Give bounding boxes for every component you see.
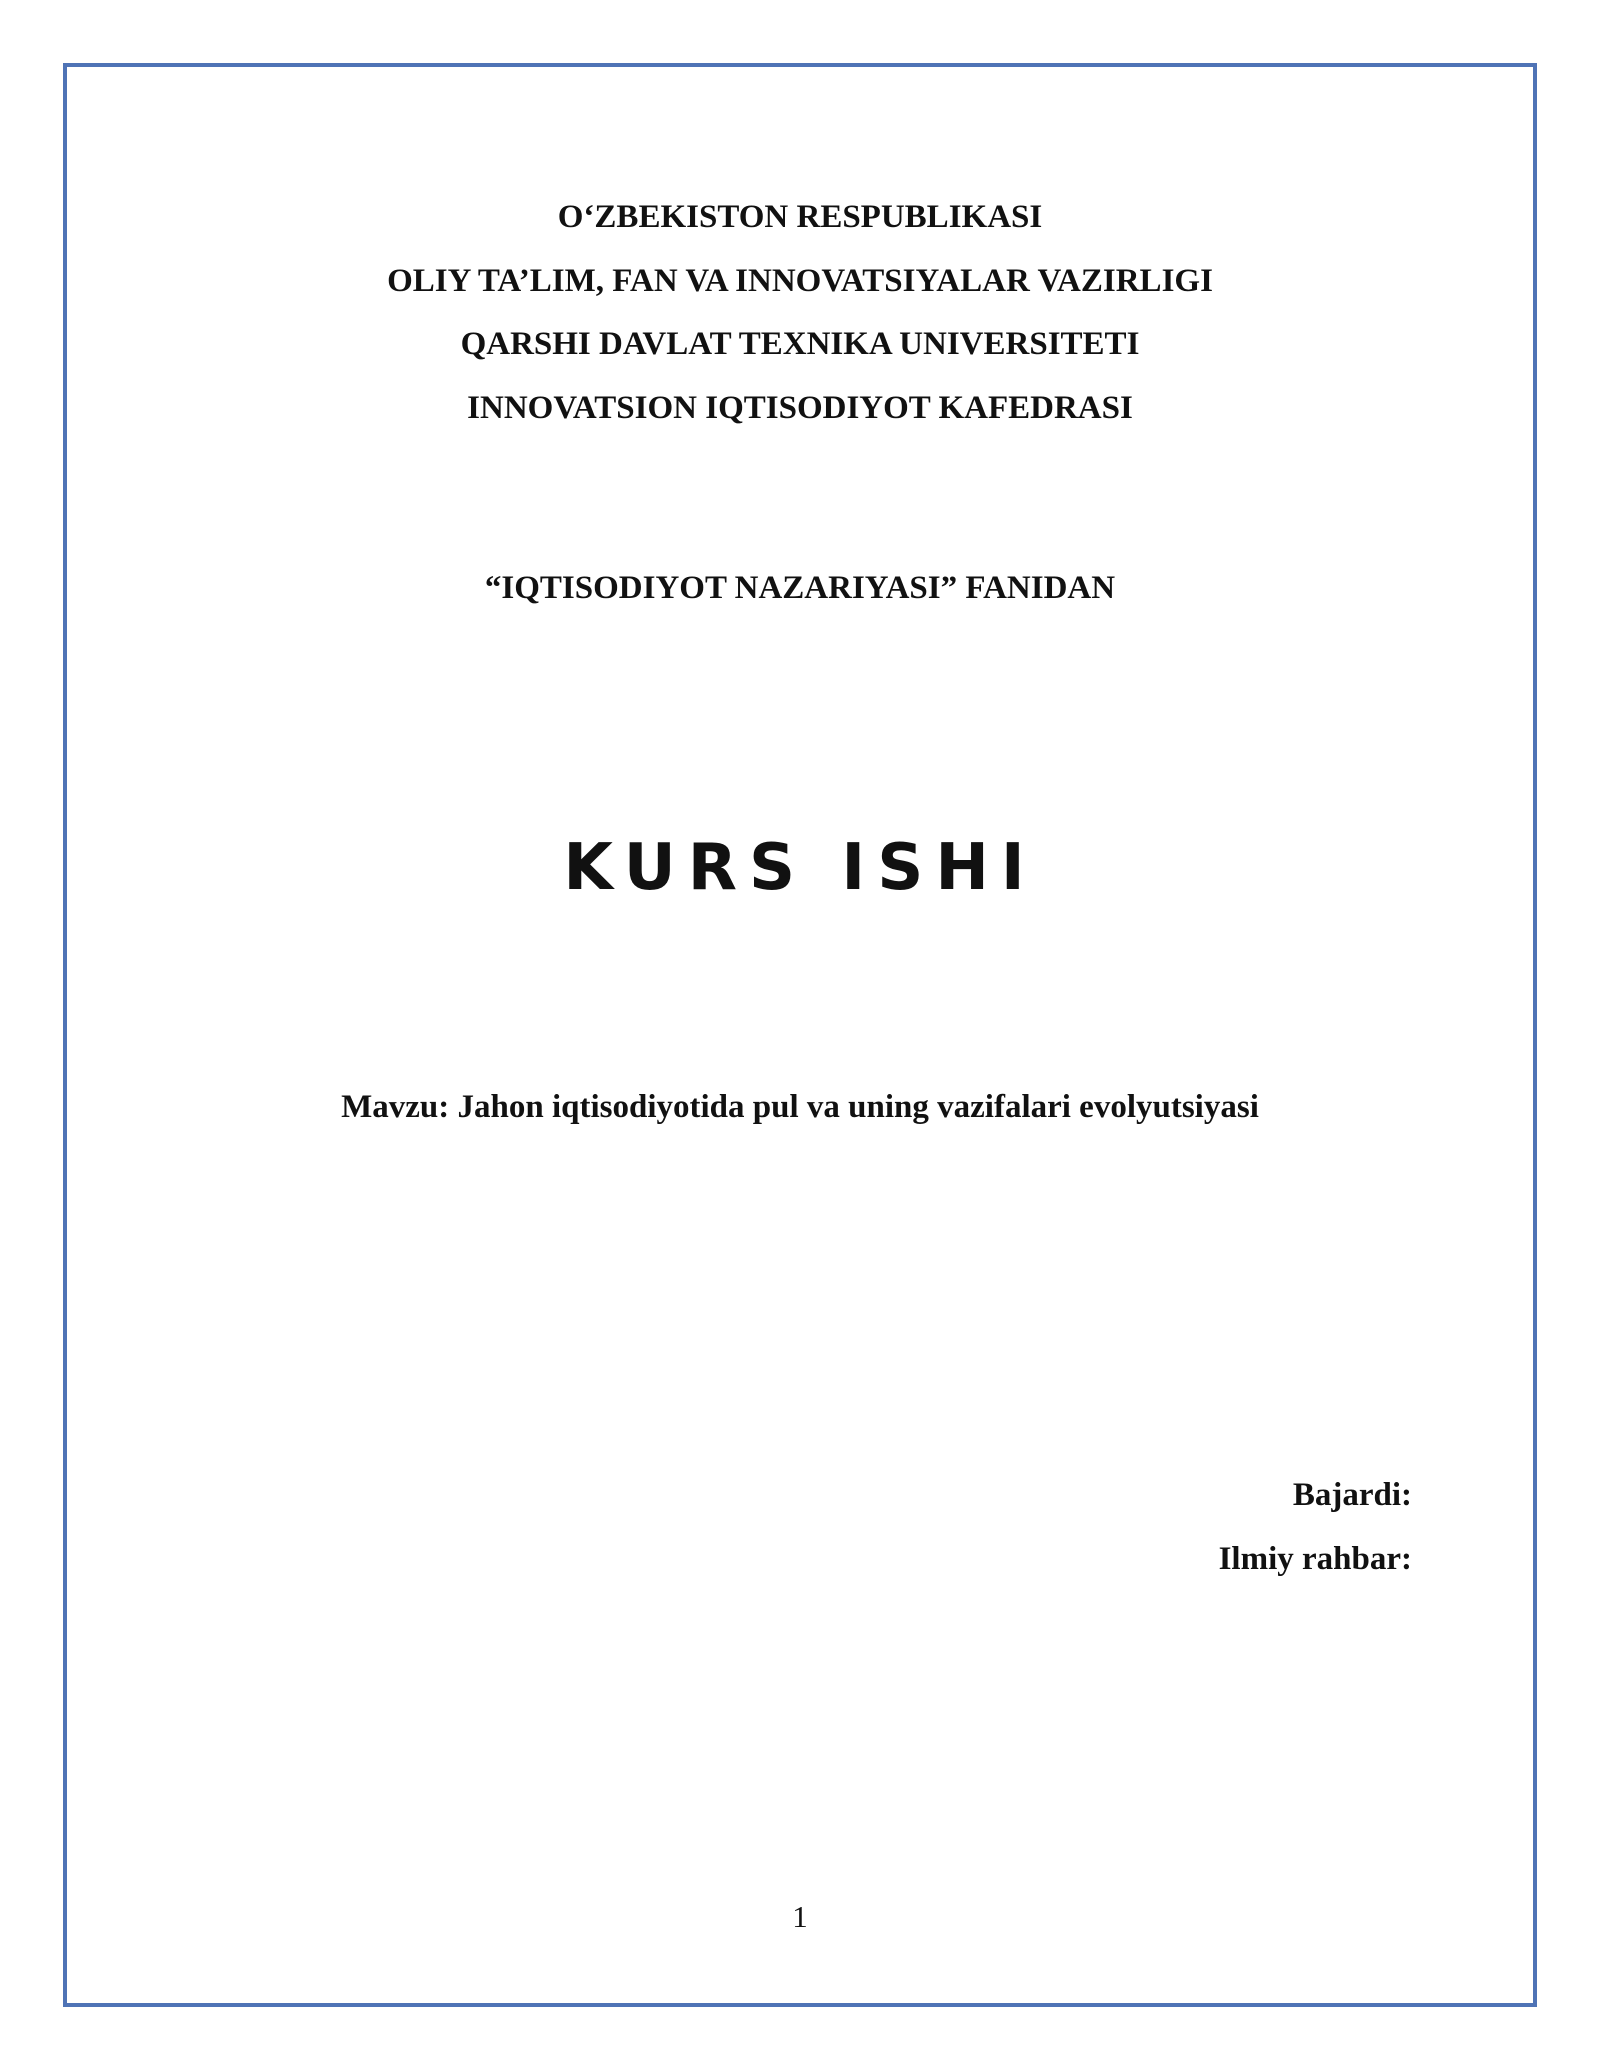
country-line: O‘ZBEKISTON RESPUBLIKASI (557, 199, 1043, 235)
document-type-title: KURS ISHI (563, 831, 1037, 905)
ministry-line: OLIY TA’LIM, FAN VA INNOVATSIYALAR VAZIRLIGI (387, 262, 1213, 299)
university-line: QARSHI DAVLAT TEXNIKA UNIVERSITETI (460, 326, 1140, 362)
subject-title: “IQTISODIYOT NAZARIYASI” FANIDAN (484, 570, 1116, 606)
institution-header (0, 186, 1600, 440)
topic-line: Mavzu: Jahon iqtisodiyotida pul va uning vazifalari evolyutsiyasi (341, 1089, 1259, 1125)
performed-by-label: Bajardi: (1292, 1477, 1412, 1513)
signature-block (1219, 1464, 1412, 1591)
supervisor-label: Ilmiy rahbar: (1218, 1540, 1412, 1577)
department-line: INNOVATSION IQTISODIYOT KAFEDRASI (467, 389, 1133, 426)
page-number: 1 (792, 1899, 808, 1934)
